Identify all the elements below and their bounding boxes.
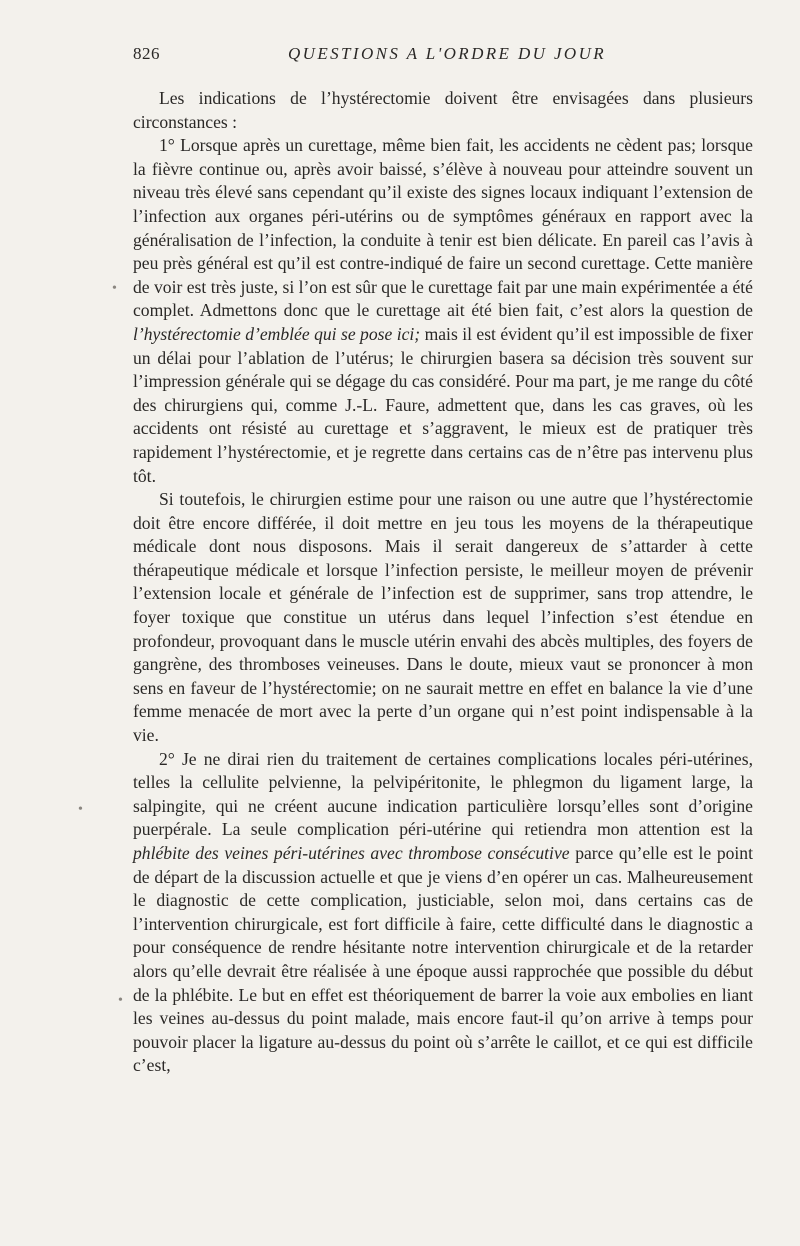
- text-run: parce qu’elle est le point de départ de la discussion actuelle et que je viens d’en opérer un cas. Malheureusement le diagnostic de cette complication, justiciable, selon moi, dans certains cas de l’intervention chirurgicale, est fort difficile à faire, cette difficulté dans le diagnostic a pour conséquence de rendre hésitante notre intervention chirurgicale et de la retarder alors qu’elle devrait être réalisée à une époque aussi rapprochée que possible du début de la phlébite. Le but en effet est théoriquement de barrer la voie aux embolies en liant les veines au-dessus du point malade, mais encore faut-il qu’on arrive à temps pour pouvoir placer la ligature au-dessus du point où s’arrête le caillot, et ce qui est difficile c’est,: [133, 843, 753, 1076]
- page-number: 826: [133, 44, 160, 63]
- italic-phrase: l’hystérectomie d’emblée qui se pose ici;: [133, 323, 421, 344]
- margin-mark: •: [78, 802, 83, 817]
- text-run: Les indications de l’hystérectomie doivent être envisagées dans plusieurs circonstances :: [133, 88, 753, 132]
- text-run: mais il est évident qu’il est impossible de fixer un délai pour l’ablation de l’utérus; le chirurgien basera sa décision très souvent sur l’impression générale qui se dégage du cas considéré. Pour ma part, je me range du côté des chirurgiens qui, comme J.-L. Faure, admettent que, dans les cas graves, où les accidents ont résisté au curettage et s’aggravent, le mieux est de pratiquer très rapidement l’hystérectomie, et je regrette dans certains cas de n’être pas intervenu plus tôt.: [133, 323, 753, 486]
- text-run: 2° Je ne dirai rien du traitement de certaines complications locales péri-utérines, telles la cellulite pelvienne, la pelvipéritonite, le phlegmon du ligament large, la salpingite, qui ne créent aucune indication particulière lorsqu’elles sont d’origine puerpérale. La seule complication péri-utérine qui retiendra mon attention est la: [133, 748, 753, 840]
- margin-mark: •: [118, 993, 123, 1008]
- margin-mark: •: [112, 281, 117, 296]
- italic-phrase: phlébite des veines péri-utérines avec thrombose consécutive: [133, 843, 570, 863]
- body-text: [133, 87, 753, 1078]
- page-header: [133, 40, 753, 70]
- paragraph-therapeutique: [133, 488, 753, 748]
- running-head: QUESTIONS A L'ORDRE DU JOUR: [288, 44, 607, 63]
- paragraph-intro: [133, 87, 753, 134]
- paragraph-point-2: [133, 748, 753, 1078]
- text-run: 1° Lorsque après un curettage, même bien fait, les accidents ne cèdent pas; lorsque la fièvre continue ou, après avoir baissé, s’élève à nouveau pour atteindre souvent un niveau très élevé sans cependant qu’il existe des signes locaux indiquant l’extension de l’infection aux organes péri-utérins ou de symptômes généraux en rapport avec la généralisation de l’infection, la conduite à tenir est bien délicate. En pareil cas l’avis à peu près général est qu’il est contre-indiqué de faire un second curettage. Cette manière de voir est très juste, si l’on est sûr que le curettage fait par une main expérimentée a été complet. Admettons donc que le curettage ait été bien fait, c’est alors la question de: [133, 135, 753, 321]
- paragraph-point-1: [133, 134, 753, 488]
- text-run: Si toutefois, le chirurgien estime pour une raison ou une autre que l’hystérectomie doit être encore différée, il doit mettre en jeu tous les moyens de la thérapeutique médicale dont nous disposons. Mais il serait dangereux de s’attarder à cette thérapeutique médicale et lorsque l’infection persiste, le meilleur moyen de prévenir l’extension locale et générale de l’infection est de supprimer, sans trop attendre, le foyer toxique que constitue un utérus dans lequel l’infection s’est étendue en profondeur, provoquant dans le muscle utérin envahi des abcès multiples, des foyers de gangrène, des thromboses veineuses. Dans le doute, mieux vaut se prononcer à mon sens en faveur de l’hystérectomie; on ne saurait mettre en effet en balance la vie d’une femme menacée de mort avec la perte d’un organe qui n’est point indispensable à la vie.: [133, 489, 753, 746]
